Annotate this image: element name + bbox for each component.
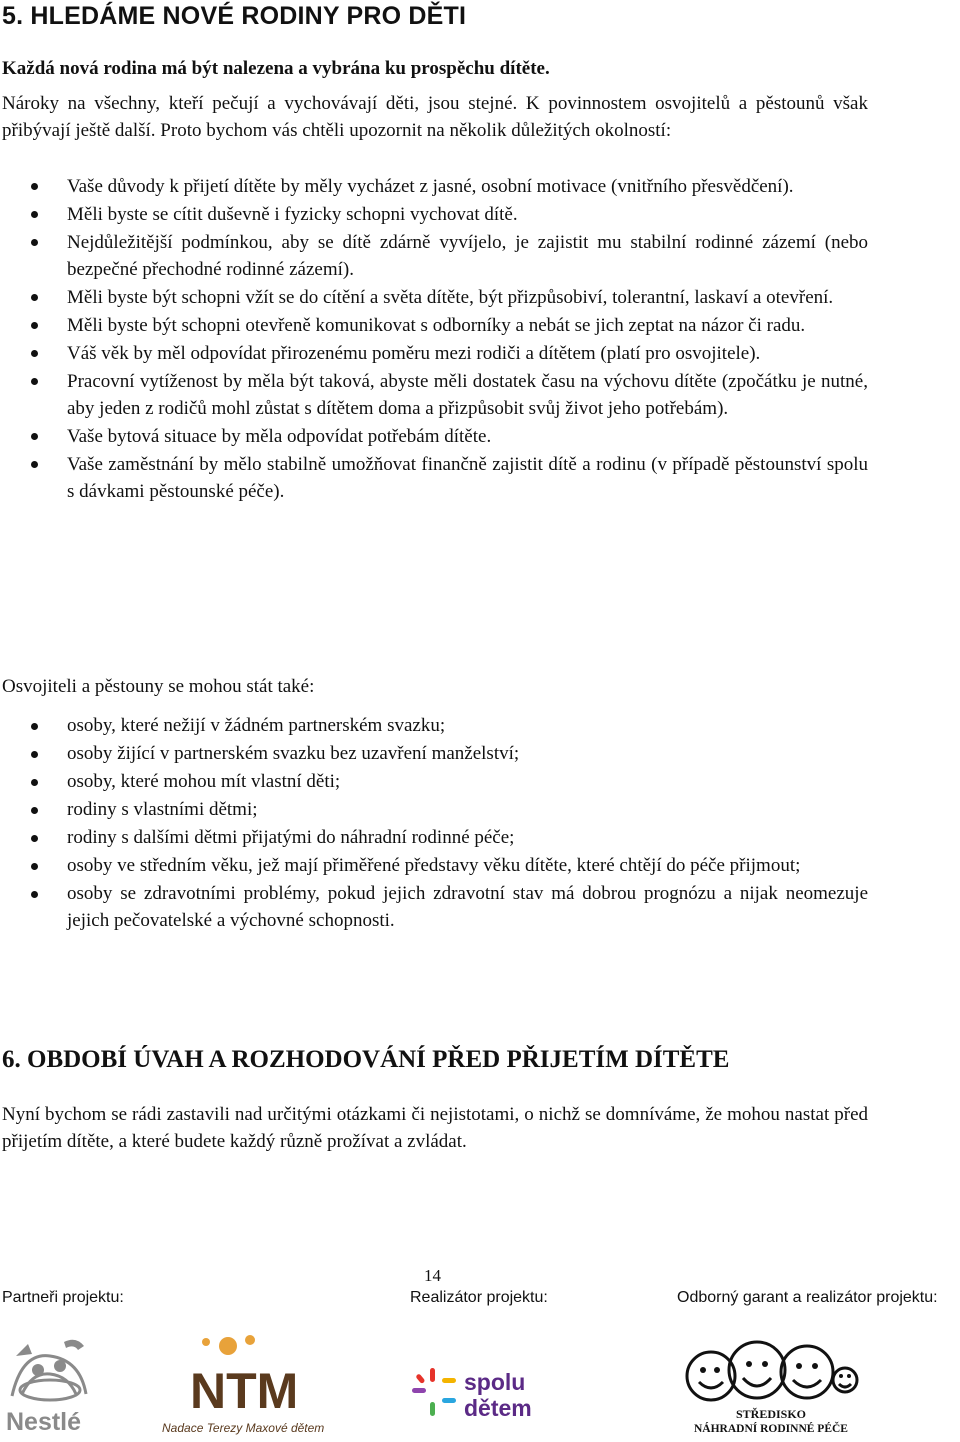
list-item: Vaše bytová situace by měla odpovídat potřebám dítěte.: [0, 423, 868, 450]
list-item: osoby, které nežijí v žádném partnerském svazku;: [0, 713, 868, 740]
stredisko-line1: STŘEDISKO: [735, 1407, 807, 1421]
list-item: osoby, které mohou mít vlastní děti;: [0, 769, 868, 796]
bullet-icon: [31, 378, 38, 385]
realizer-label: Realizátor projektu:: [410, 1289, 548, 1306]
ntm-mark: NTM: [190, 1363, 299, 1419]
bullet-icon: [31, 807, 38, 814]
stredisko-logo: [683, 1336, 859, 1436]
section-5-intro: Nároky na všechny, kteří pečují a vychovávají děti, jsou stejné. K povinnostem osvojitelů a pěstounů však přibývají ještě další. Proto bychom vás chtěli upozornit na několik důležitých okolností:: [2, 93, 868, 141]
bullet-icon: [31, 751, 38, 758]
spolu-star-icon: [412, 1368, 456, 1416]
bullet-icon: [31, 183, 38, 190]
list-item: osoby žijící v partnerském svazku bez uzavření manželství;: [0, 741, 868, 768]
nestle-wordmark: Nestlé: [6, 1408, 82, 1436]
bullet-icon: [31, 723, 38, 730]
spolu-detem-logo: [412, 1366, 562, 1422]
bullet-icon: [31, 835, 38, 842]
bullet-icon: [31, 863, 38, 870]
bullet-icon: [31, 211, 38, 218]
list-item: osoby se zdravotními problémy, pokud jejich zdravotní stav má dobrou prognózu a nijak neomezuje jejich pečovatelské a výchovné schopnosti.: [0, 881, 868, 934]
page-number: 14: [424, 1266, 441, 1285]
bullet-icon: [31, 322, 38, 329]
section-6-text: Nyní bychom se rádi zastavili nad určitými otázkami či nejistotami, o nichž se domníváme, že mohou nastat před přijetím dítěte, a které budete každý různě prožívat a zvládat.: [2, 1104, 868, 1152]
list-item: Pracovní vytíženost by měla být taková, abyste měli dostatek času na výchovu dítěte (zpočátku je nutné, aby jeden z rodičů mohl zůstat s dítětem doma a přizpůsobit svůj život jeho potřebám).: [0, 368, 868, 422]
section-5-lead: Každá nová rodina má být nalezena a vybrána ku prospěchu dítěte.: [2, 58, 550, 79]
bullet-icon: [31, 350, 38, 357]
bullet-icon: [31, 239, 38, 246]
list-item: Váš věk by měl odpovídat přirozenému poměru mezi rodiči a dítětem (platí pro osvojitele).: [0, 340, 868, 367]
list-item: osoby ve středním věku, jež mají přiměřené představy věku dítěte, které chtějí do péče přijmout;: [0, 853, 868, 880]
bullet-icon: [31, 891, 38, 898]
requirements-list: [0, 173, 868, 506]
section-5-heading: 5. HLEDÁME NOVÉ RODINY PRO DĚTI: [2, 2, 467, 30]
list-item: Nejdůležitější podmínkou, aby se dítě zdárně vyvíjelo, je zajistit mu stabilní rodinné zázemí (nebo bezpečné přechodné rodinné zázemí).: [0, 229, 868, 283]
ntm-logo: [150, 1332, 326, 1436]
guarantor-label: Odborný garant a realizátor projektu:: [677, 1289, 938, 1306]
list-item: Měli byste být schopni otevřeně komunikovat s odborníky a nebát se jich zeptat na názor či radu.: [0, 312, 868, 339]
partners-label: Partneři projektu:: [2, 1289, 124, 1306]
list-item: rodiny s dalšími dětmi přijatými do náhradní rodinné péče;: [0, 825, 868, 852]
nestle-logo: [2, 1332, 98, 1436]
can-become-list: [0, 713, 868, 936]
section-6-heading: 6. OBDOBÍ ÚVAH A ROZHODOVÁNÍ PŘED PŘIJETÍM DÍTĚTE: [2, 1046, 730, 1073]
stredisko-line2: NÁHRADNÍ RODINNÉ PÉČE: [694, 1423, 848, 1435]
spolu-line2: dětem: [464, 1395, 532, 1421]
can-become-intro: Osvojiteli a pěstouny se mohou stát také:: [2, 676, 315, 697]
spolu-line1: spolu: [464, 1369, 526, 1395]
list-item: rodiny s vlastními dětmi;: [0, 797, 868, 824]
bullet-icon: [31, 461, 38, 468]
list-item: Vaše zaměstnání by mělo stabilně umožňovat finančně zajistit dítě a rodinu (v případě pěstounství spolu s dávkami pěstounské péče).: [0, 451, 868, 505]
list-item: Vaše důvody k přijetí dítěte by měly vycházet z jasné, osobní motivace (vnitřního přesvědčení).: [0, 173, 868, 200]
bullet-icon: [31, 294, 38, 301]
ntm-caption: Nadace Terezy Maxové dětem: [162, 1421, 325, 1435]
list-item: Měli byste se cítit duševně i fyzicky schopni vychovat dítě.: [0, 201, 868, 228]
list-item: Měli byste být schopni vžít se do cítění a světa dítěte, být přizpůsobiví, tolerantní, laskaví a otevření.: [0, 284, 868, 311]
bullet-icon: [31, 433, 38, 440]
smiling-faces-icon: [687, 1342, 857, 1400]
bullet-icon: [31, 779, 38, 786]
